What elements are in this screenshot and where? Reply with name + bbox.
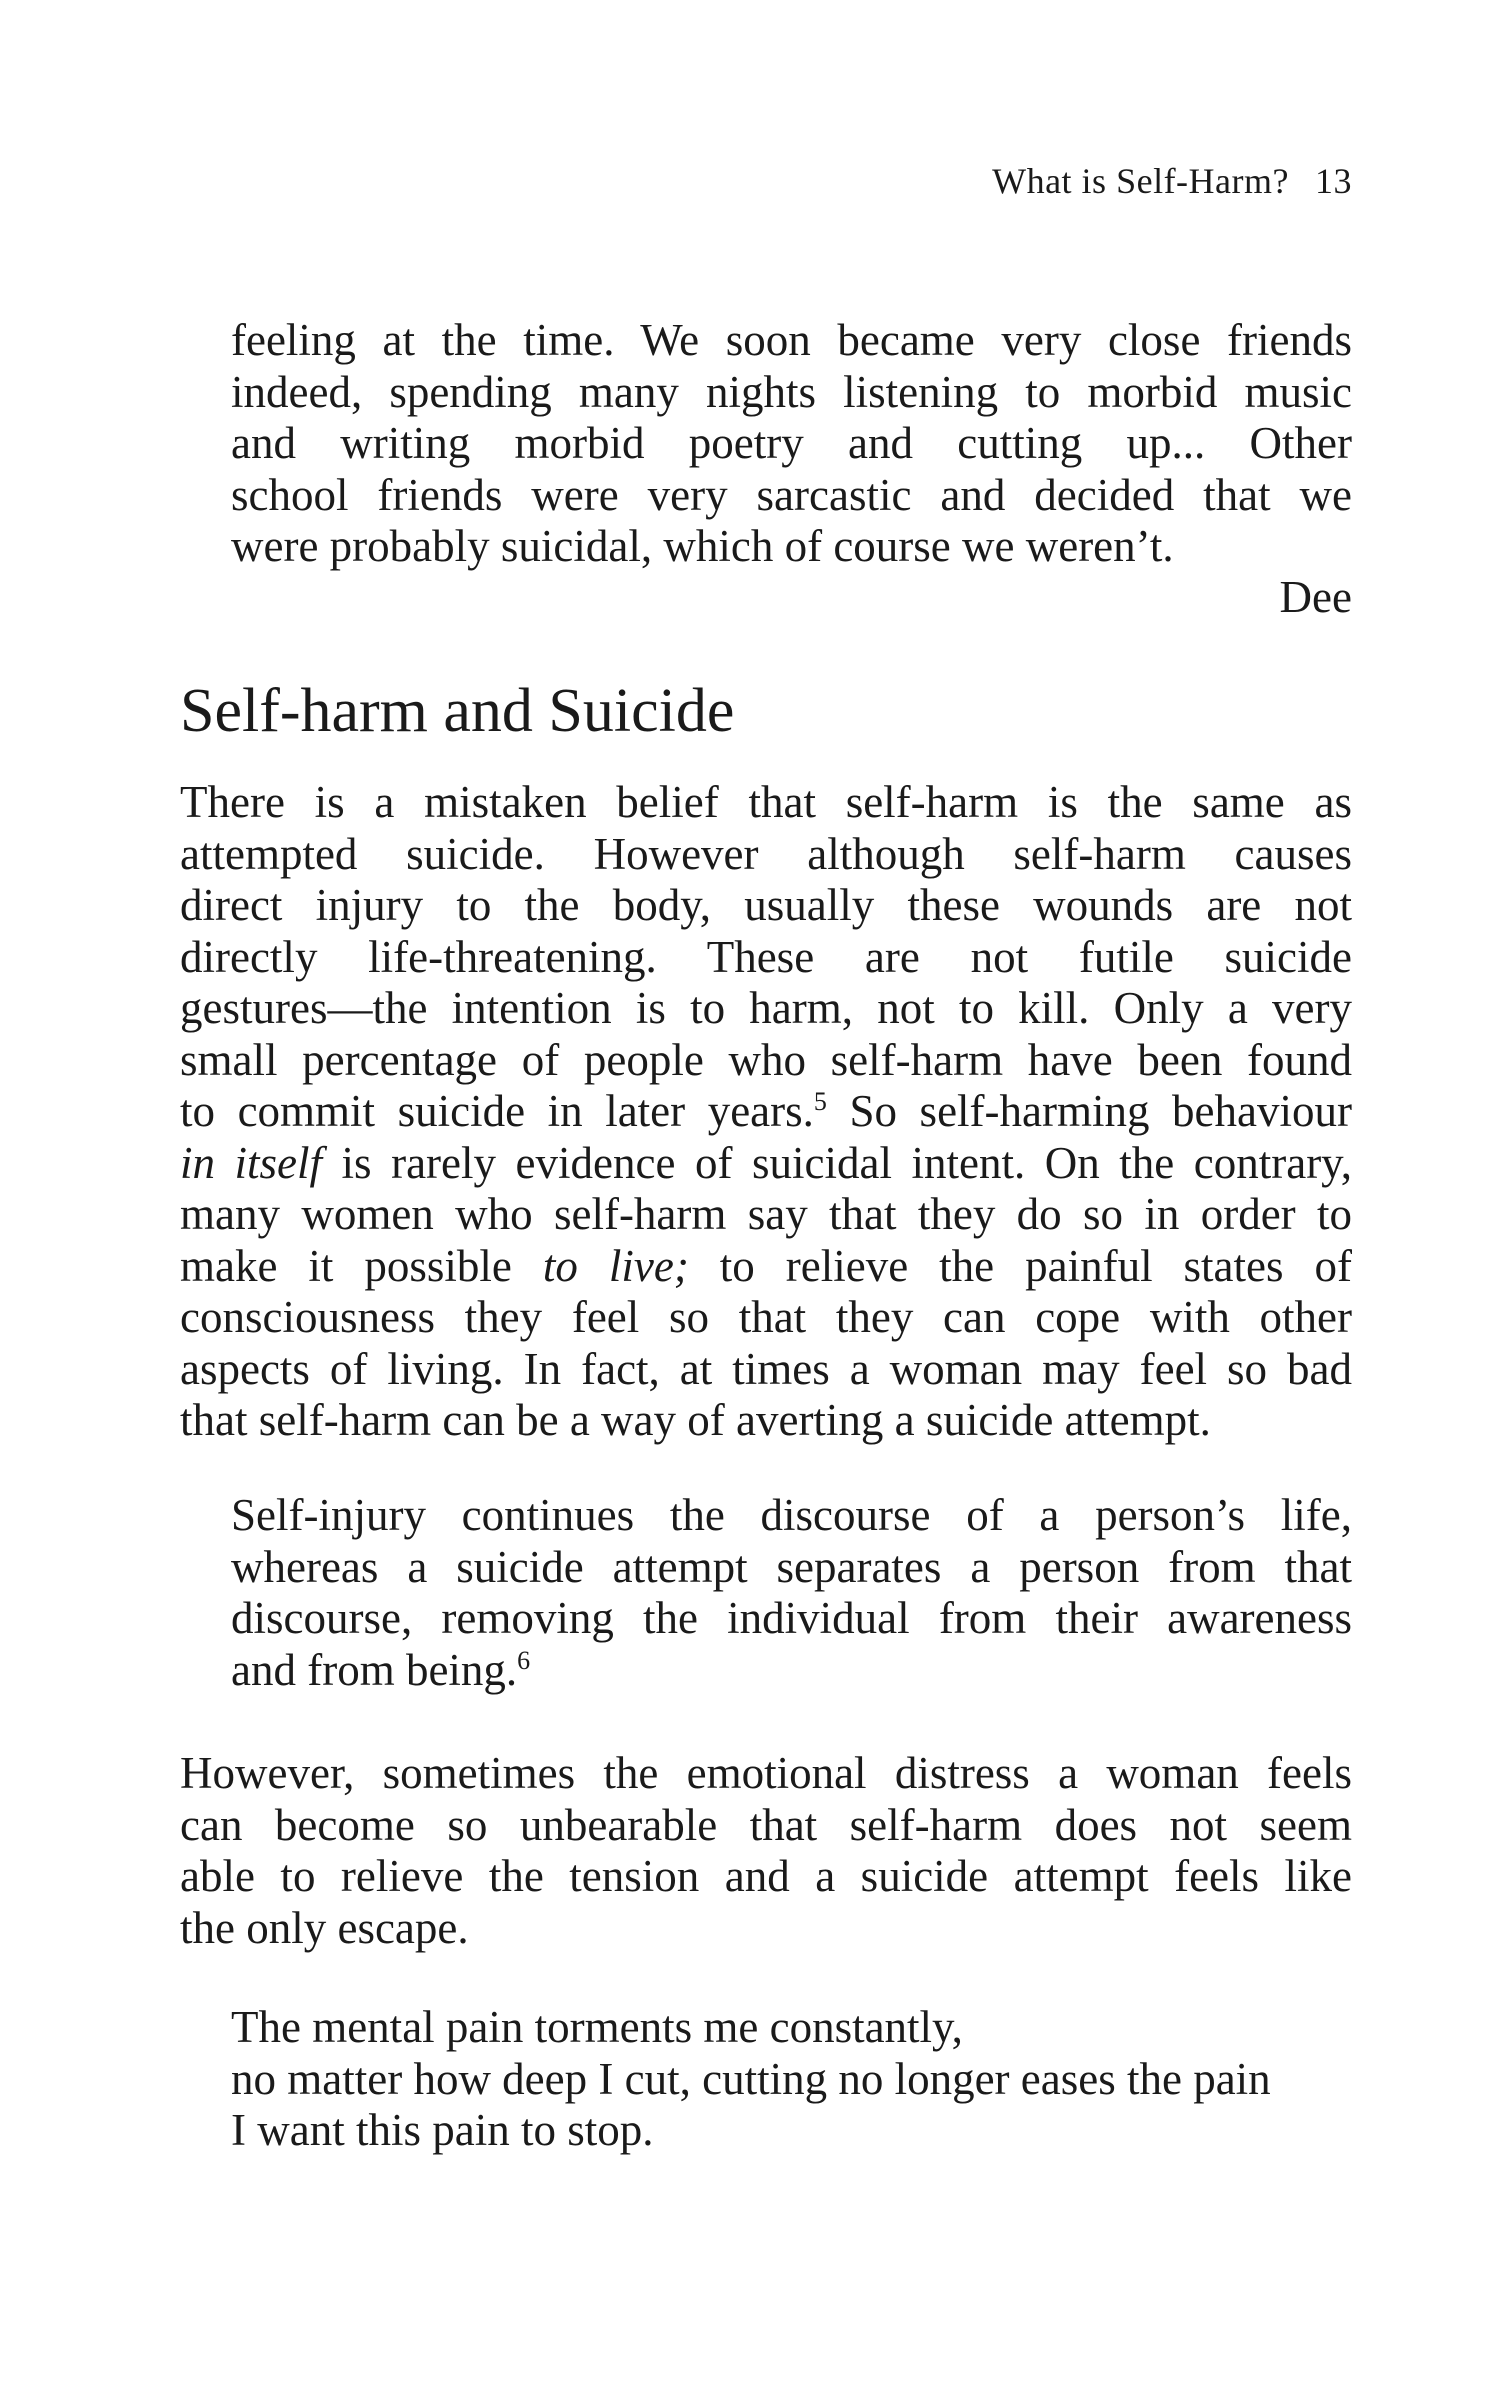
text-segment: to relieve the painful states of — [688, 1240, 1352, 1291]
text-segment: directly life-threatening. These are not futile suicide — [180, 931, 1352, 982]
text-line — [231, 367, 1352, 419]
text-line — [231, 1490, 1352, 1542]
text-segment: I want this pain to stop. — [231, 2105, 654, 2155]
text-segment: no matter how deep I cut, cutting no longer eases the pain — [231, 2053, 1271, 2104]
text-line — [180, 777, 1352, 829]
text-segment: able to relieve the tension and a suicide attempt feels like — [180, 1851, 1352, 1901]
section-heading: Self-harm and Suicide — [180, 677, 735, 745]
text-line — [180, 1851, 1352, 1903]
text-segment: is rarely evidence of suicidal intent. On the contrary, — [322, 1137, 1353, 1188]
text-line — [180, 932, 1352, 984]
text-segment: whereas a suicide attempt separates a person from that — [231, 1541, 1352, 1592]
paragraph-mistaken-belief — [180, 777, 1352, 1447]
text-line — [180, 1395, 1352, 1447]
text-segment: direct injury to the body, usually these wounds are not — [180, 880, 1352, 930]
text-line — [231, 1542, 1352, 1594]
text-segment: and writing morbid poetry and cutting up... Other — [231, 418, 1352, 468]
text-segment: There is a mistaken belief that self-harm is the same as — [180, 777, 1352, 827]
text-segment: the only escape. — [180, 1902, 469, 1953]
text-segment: to commit suicide in later years. — [180, 1086, 814, 1136]
page-number: 13 — [1315, 161, 1352, 201]
text-line — [180, 1138, 1352, 1190]
text-line — [231, 418, 1352, 470]
text-line — [231, 521, 1352, 573]
footnote-ref: 6 — [517, 1645, 531, 1675]
italic-text: to live; — [542, 1240, 689, 1291]
text-segment: school friends were very sarcastic and decided that we — [231, 469, 1352, 520]
text-segment: can become so unbearable that self-harm does not seem — [180, 1799, 1352, 1850]
text-line — [231, 315, 1352, 367]
text-line — [180, 1292, 1352, 1344]
text-line — [180, 1241, 1352, 1293]
running-head — [992, 160, 1352, 202]
text-segment: make it possible — [180, 1240, 543, 1291]
paragraph-however — [180, 1748, 1352, 1954]
text-segment: that self-harm can be a way of averting a suicide attempt. — [180, 1395, 1211, 1445]
text-line — [180, 1344, 1352, 1396]
text-segment: So self-harming behaviour — [826, 1086, 1352, 1136]
text-segment: discourse, removing the individual from their awareness — [231, 1593, 1352, 1643]
text-segment: small percentage of people who self-harm have been found — [180, 1034, 1352, 1085]
text-segment: feeling at the time. We soon became very close friends — [231, 315, 1352, 365]
quote-attribution: Dee — [1279, 572, 1352, 622]
text-segment: consciousness they feel so that they can cope with other — [180, 1292, 1352, 1342]
text-line — [180, 880, 1352, 932]
italic-text: in itself — [180, 1137, 323, 1188]
text-line — [231, 2054, 1352, 2106]
text-line — [180, 1800, 1352, 1852]
block-quote-self-injury — [231, 1490, 1352, 1696]
block-quote-dee — [231, 315, 1352, 573]
poem-quote — [231, 2002, 1352, 2157]
text-line — [180, 1035, 1352, 1087]
text-segment: aspects of living. In fact, at times a woman may feel so bad — [180, 1343, 1352, 1394]
text-line — [180, 983, 1352, 1035]
text-line — [231, 470, 1352, 522]
running-head-title: What is Self-Harm? — [992, 161, 1289, 201]
text-segment: Self-injury continues the discourse of a person’s life, — [231, 1490, 1352, 1540]
text-line — [231, 2105, 1352, 2157]
text-line — [231, 1593, 1352, 1645]
text-segment: However, sometimes the emotional distress a woman feels — [180, 1748, 1352, 1798]
text-line — [180, 1903, 1352, 1955]
text-line — [231, 2002, 1352, 2054]
text-segment: were probably suicidal, which of course we weren’t. — [231, 521, 1174, 571]
text-segment: many women who self-harm say that they do so in order to — [180, 1189, 1352, 1239]
text-line — [231, 1645, 1352, 1697]
footnote-ref: 5 — [813, 1087, 827, 1116]
text-line — [180, 1189, 1352, 1241]
text-segment: and from being. — [231, 1644, 518, 1695]
text-segment: attempted suicide. However although self-harm causes — [180, 828, 1352, 879]
text-segment: indeed, spending many nights listening to morbid music — [231, 366, 1352, 417]
text-segment: gestures—the intention is to harm, not to kill. Only a very — [180, 983, 1352, 1033]
text-line — [180, 829, 1352, 881]
text-line — [180, 1748, 1352, 1800]
text-line — [180, 1086, 1352, 1138]
text-segment: The mental pain torments me constantly, — [231, 2002, 963, 2052]
